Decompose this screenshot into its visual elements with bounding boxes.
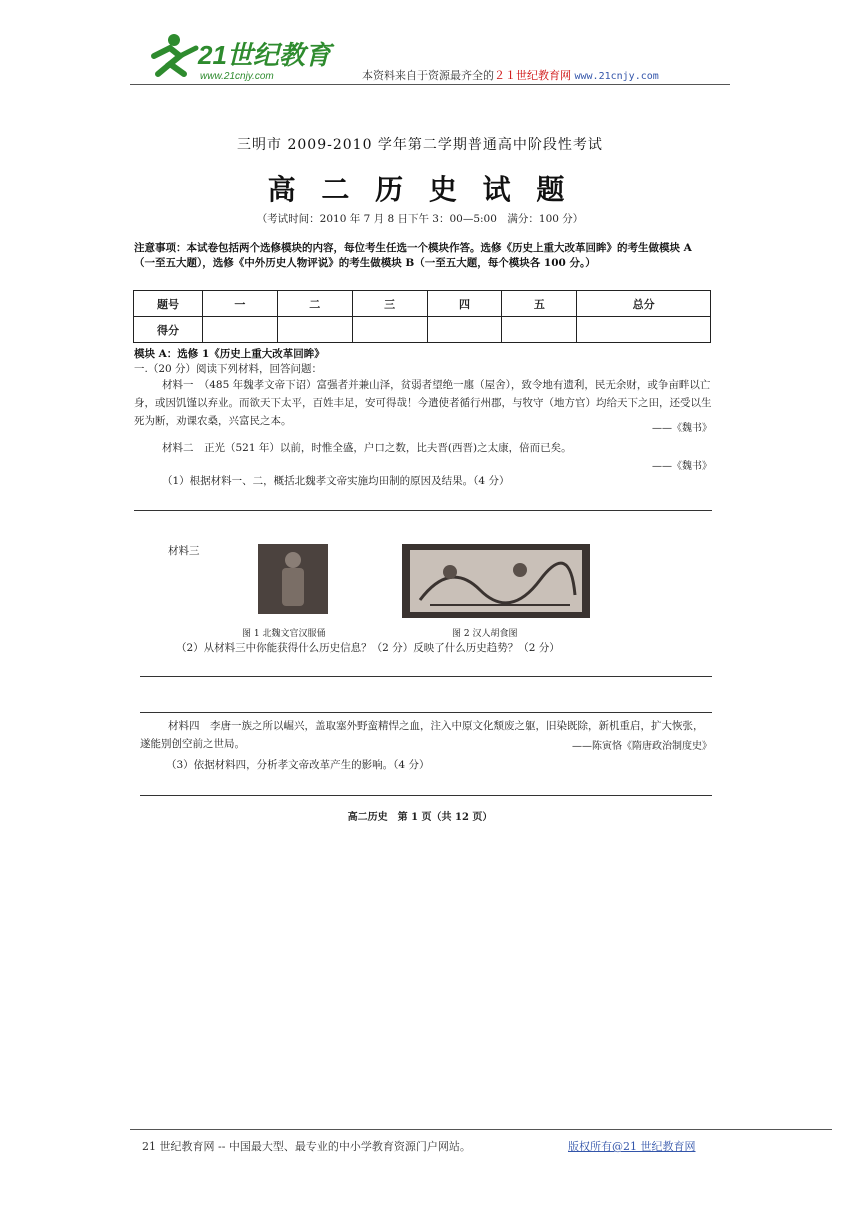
material-1: 材料一 （485 年魏孝文帝下诏）富强者并兼山泽，贫弱者望绝一廛（屋舍），致令地有遗利，民无余财，或争亩畔以亡身，或因饥馑以弃业。而欲天下太平，百姓丰足，安可得哉！今遣使者循行州郡，与牧守（地方官）均给天下之田，还受以生死为断，劝课农桑，兴富民之本。: [134, 379, 712, 427]
header-note-url[interactable]: www.21cnjy.com: [574, 71, 659, 82]
score-table-col: 总分: [577, 291, 711, 317]
question-1-part-1: （1）根据材料一、二，概括北魏孝文帝实施均田制的原因及结果。（4 分）: [162, 475, 510, 487]
answer-line: [140, 795, 712, 796]
score-table-label: 题号: [134, 291, 203, 317]
exam-subtitle: 三明市 2009-2010 学年第二学期普通高中阶段性考试: [237, 137, 603, 153]
logo-url: www.21cnjy.com: [200, 71, 274, 82]
score-table-score-row: [134, 317, 711, 343]
exam-notice: 注意事项：本试卷包括两个选修模块的内容，每位考生任选一个模块作答。选修《历史上重大改革回眸》的考生做模块 A（一至五大题），选修《中外历史人物评说》的考生做模块 B（一至五大题，每个模块各 100 分。）: [134, 242, 692, 269]
score-cell: [277, 317, 352, 343]
mural-image: [410, 550, 582, 612]
answer-line: [140, 712, 712, 713]
figure-1-caption: 图 1 北魏文官汉服俑: [242, 629, 326, 639]
footer-copyright-link[interactable]: 版权所有@21 世纪教育网: [568, 1140, 696, 1153]
figurine-image: [258, 544, 328, 614]
score-table-header-row: [134, 291, 711, 317]
score-table-label: 得分: [134, 317, 203, 343]
material-2: 材料二 正光（521 年）以前，时惟全盛，户口之数，比夫晋(西晋)之太康，倍而已矣。: [162, 442, 572, 454]
scanned-exam-page: [128, 120, 712, 832]
answer-line: [134, 510, 712, 511]
header-divider: [130, 84, 730, 85]
question-1-intro: 一.（20 分）阅读下列材料，回答问题：: [134, 363, 323, 375]
mural-drawing: [410, 550, 582, 612]
site-logo[interactable]: [140, 30, 340, 85]
exam-time: （考试时间：2010 年 7 月 8 日下午 3：00—5:00 满分：100 分）: [256, 213, 584, 225]
score-cell: [203, 317, 278, 343]
runner-logo-icon: [140, 30, 340, 85]
footer-divider: [130, 1129, 832, 1130]
module-a-heading: 模块 A：选修 1《历史上重大改革回眸》: [134, 348, 325, 360]
figure-2-caption: 图 2 汉人胡食图: [452, 629, 518, 639]
score-table-col: 四: [427, 291, 502, 317]
logo-text: 21世纪教育: [198, 40, 331, 70]
material-3-label: 材料三: [168, 545, 200, 557]
material-2-source: ——《魏书》: [652, 461, 712, 472]
score-table-col: 三: [352, 291, 427, 317]
score-cell: [352, 317, 427, 343]
figure-1-image: [258, 544, 328, 614]
figure-2-image: [402, 544, 590, 618]
material-4-source: ——陈寅恪《隋唐政治制度史》: [572, 741, 712, 752]
header-note-site[interactable]: ２１世纪教育网: [494, 69, 571, 82]
score-table-col: 一: [203, 291, 278, 317]
page-number: 高二历史 第 1 页（共 12 页）: [347, 812, 493, 823]
score-table-col: 五: [502, 291, 577, 317]
header-note-prefix: 本资料来自于资源最齐全的: [362, 69, 494, 82]
score-cell: [577, 317, 711, 343]
question-1-part-2: （2）从材料三中你能获得什么历史信息？（2 分）反映了什么历史趋势？（2 分）: [176, 642, 560, 654]
answer-line: [140, 676, 712, 677]
material-1-source: ——《魏书》: [652, 423, 712, 434]
score-table-col: 二: [277, 291, 352, 317]
header-note: [362, 67, 659, 83]
material-4: 材料四 李唐一族之所以崛兴，盖取塞外野蛮精悍之血，注入中原文化颓废之躯，旧染既除，新机重启，扩大恢张，遂能别创空前之世局。: [140, 720, 704, 750]
question-1-part-3: （3）依据材料四，分析孝文帝改革产生的影响。（4 分）: [166, 759, 430, 771]
footer-slogan: 21 世纪教育网 -- 中国最大型、最专业的中小学教育资源门户网站。: [142, 1140, 471, 1153]
exam-title: 高 二 历 史 试 题: [267, 173, 573, 206]
score-table: [133, 290, 711, 343]
score-cell: [502, 317, 577, 343]
score-cell: [427, 317, 502, 343]
